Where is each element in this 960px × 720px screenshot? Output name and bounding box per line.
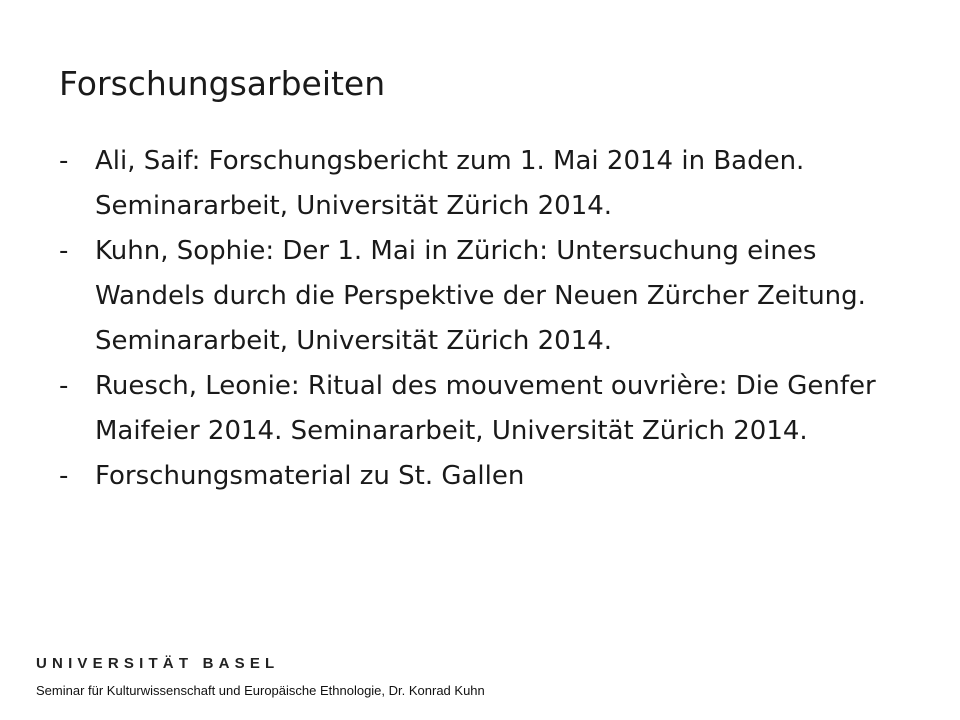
bullet-item-st-gallen [59,454,919,499]
bullet-dash: - [59,236,69,266]
bullet-dash: - [59,371,69,401]
bullet-text: Ali, Saif: Forschungsbericht zum 1. Mai 2014 in Baden. Seminararbeit, Universität Zürich 2014. [95,146,805,221]
bullet-item-ruesch [59,364,919,454]
bullet-item-ali [59,139,919,229]
bullet-list [59,139,919,499]
slide-title: Forschungsarbeiten [59,64,386,103]
bullet-text: Ruesch, Leonie: Ritual des mouvement ouvrière: Die Genfer Maifeier 2014. Seminararbeit, Universität Zürich 2014. [95,371,876,446]
bullet-text: Forschungsmaterial zu St. Gallen [95,461,525,491]
university-logo-text: UNIVERSITÄT BASEL [36,655,280,672]
seminar-footer: Seminar für Kulturwissenschaft und Europäische Ethnologie, Dr. Konrad Kuhn [36,683,485,698]
bullet-dash: - [59,461,69,491]
bullet-dash: - [59,146,69,176]
bullet-text: Kuhn, Sophie: Der 1. Mai in Zürich: Untersuchung eines Wandels durch die Perspektive der Neuen Zürcher Zeitung. Seminararbeit, Universität Zürich 2014. [95,236,866,356]
bullet-item-kuhn [59,229,919,364]
